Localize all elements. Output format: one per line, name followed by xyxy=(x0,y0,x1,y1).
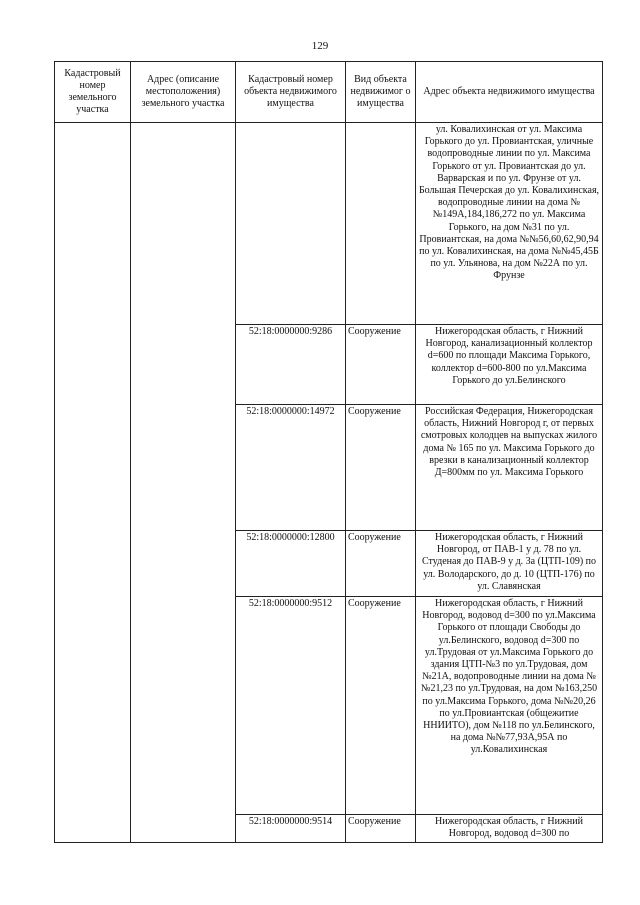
header-land-cadastral: Кадастровый номер земельного участка xyxy=(55,62,131,123)
object-address-cell: Нижегородская область, г Нижний Новгород, водовод d=300 по ул.Максима Горького от площади Свободы до ул.Белинского, водовод d=300 по ул.Трудовая от ул.Максима Горького до здания ЦТП-№3 по ул.Трудовая, дом №21А, водопроводные линии на дома №№21,23 по ул.Трудовая, на дом №163,250 по ул.Максима Горького, дома №№20,26 по ул.Провиантская (общежитие ННИИТО), дом №118 по ул.Белинского, на дома №№77,93А,95А по ул.Ковалихинская xyxy=(416,597,603,815)
object-address-cell: ул. Ковалихинская от ул. Максима Горького до ул. Провиантская, уличные водопроводные линии по ул. Максима Горького от ул. Провиантская до ул. Варварская и по ул. Фрунзе от ул. Большая Печерская до ул. Ковалихинская, водопроводные линии на дома №№149А,184,186,272 по ул. Максима Горького, на дом №31 по ул. Провиантская, на дома №№56,60,62,90,94 по ул. Ковалихинская, на дома №№45,45Б по ул. Ульянова, на дом №22А по ул. Фрунзе xyxy=(416,123,603,325)
object-cadastral-cell: 52:18:0000000:9514 xyxy=(236,815,346,843)
header-land-address: Адрес (описание местоположения) земельного участка xyxy=(131,62,236,123)
header-object-address: Адрес объекта недвижимого имущества xyxy=(416,62,603,123)
object-address-cell: Нижегородская область, г Нижний Новгород, водовод d=300 по xyxy=(416,815,603,843)
header-object-kind: Вид объекта недвижимог о имущества xyxy=(346,62,416,123)
table-row xyxy=(55,123,603,325)
object-kind-cell: Сооружение xyxy=(346,325,416,405)
page-number: 129 xyxy=(311,40,329,52)
object-cadastral-cell: 52:18:0000000:9512 xyxy=(236,597,346,815)
object-kind-cell: Сооружение xyxy=(346,531,416,597)
object-kind-cell: Сооружение xyxy=(346,597,416,815)
table-header-row xyxy=(55,62,603,123)
object-address-cell: Нижегородская область, г Нижний Новгород, канализационный коллектор d=600 по площади Максима Горького, коллектор d=600-800 по ул.Максима Горького до ул.Белинского xyxy=(416,325,603,405)
object-address-cell: Российская Федерация, Нижегородская область, Нижний Новгород г, от первых смотровых колодцев на выпусках жилого дома № 165 по ул. Максима Горького до врезки в канализационный коллектор Д=800мм по ул. Максима Горького xyxy=(416,405,603,531)
object-kind-cell xyxy=(346,123,416,325)
header-object-cadastral: Кадастровый номер объекта недвижимого имущества xyxy=(236,62,346,123)
land-address-cell xyxy=(131,123,236,843)
object-address-cell: Нижегородская область, г Нижний Новгород, от ПАВ-1 у д. 78 по ул. Студеная до ПАВ-9 у д. 3а (ЦТП-109) по ул. Володарского, до д. 10 (ЦТП-176) по ул. Славянская xyxy=(416,531,603,597)
object-cadastral-cell xyxy=(236,123,346,325)
object-cadastral-cell: 52:18:0000000:12800 xyxy=(236,531,346,597)
property-register-table xyxy=(54,61,603,843)
object-kind-cell: Сооружение xyxy=(346,405,416,531)
object-cadastral-cell: 52:18:0000000:14972 xyxy=(236,405,346,531)
land-cadastral-cell xyxy=(55,123,131,843)
object-cadastral-cell: 52:18:0000000:9286 xyxy=(236,325,346,405)
object-kind-cell: Сооружение xyxy=(346,815,416,843)
